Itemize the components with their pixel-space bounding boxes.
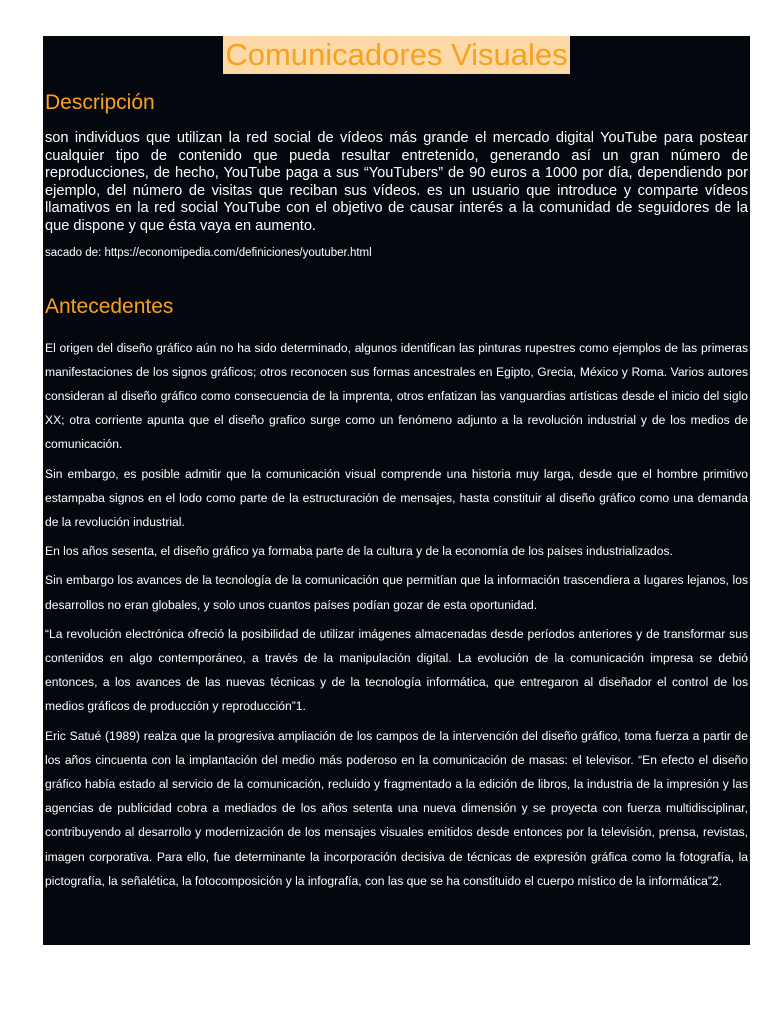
antecedentes-body — [45, 336, 748, 893]
descripcion-heading: Descripción — [45, 91, 155, 114]
antecedentes-paragraph: Sin embargo los avances de la tecnología de la comunicación que permitían que la información trascendiera a lugares lejanos, los desarrollos no eran globales, y solo unos cuantos países podían gozar de esta oportunidad. — [45, 573, 748, 612]
antecedentes-paragraph: Sin embargo, es posible admitir que la comunicación visual comprende una historia muy larga, desde que el hombre primitivo estampaba signos en el lodo como parte de la estructuración de mensajes, hasta constituir al diseño gráfico como una demanda de la revolución industrial. — [45, 466, 748, 529]
descripcion-text: son individuos que utilizan la red social de vídeos más grande el mercado digital YouTube para postear cualquier tipo de contenido que pueda resultar entretenido, generando así un gran número de reproducciones, de hecho, YouTube paga a sus “YouTubers” de 90 euros a 1000 por día, dependiendo por ejemplo, del número de visitas que reciban sus vídeos. es un usuario que introduce y comparte vídeos llamativos en la red social YouTube con el objetivo de causar interés a la comunidad de seguidores de la que dispone y que ésta vaya en aumento. — [45, 130, 748, 234]
source-citation: sacado de: https://economipedia.com/definiciones/youtuber.html — [45, 246, 372, 259]
page-title: Comunicadores Visuales — [225, 37, 568, 72]
document-page — [43, 36, 750, 945]
antecedentes-paragraph: El origen del diseño gráfico aún no ha sido determinado, algunos identifican las pinturas rupestres como ejemplos de las primeras manifestaciones de los signos gráficos; otros reconocen sus formas ancestrales en Egipto, Grecia, México y Roma. Varios autores consideran al diseño gráfico como consecuencia de la imprenta, otros enfatizan las vanguardias artísticas desde el inicio del siglo XX; otra corriente apunta que el diseño grafico surge como un fenómeno adjunto a la revolución industrial y de los medios de comunicación. — [45, 340, 748, 452]
title-container — [45, 36, 748, 74]
antecedentes-paragraph: En los años sesenta, el diseño gráfico ya formaba parte de la cultura y de la economía de los países industrializados. — [45, 544, 673, 559]
antecedentes-paragraph: “La revolución electrónica ofreció la posibilidad de utilizar imágenes almacenadas desde períodos anteriores y de transformar sus contenidos en algo contemporáneo, a través de la manipulación digital. La evolución de la comunicación impresa se debió entonces, a los avances de las nuevas técnicas y de la tecnología informática, que entregaron al diseñador el control de los medios gráficos de producción y reproducción”1. — [45, 626, 748, 714]
antecedentes-paragraph: Eric Satué (1989) realza que la progresiva ampliación de los campos de la intervención del diseño gráfico, toma fuerza a partir de los años cincuenta con la implantación del medio más poderoso en la comunicación de masas: el televisor. “En efecto el diseño gráfico había estado al servicio de la comunicación, recluido y fragmentado a la edición de libros, la industria de la impresión y las agencias de publicidad cobra a mediados de los años setenta una nueva dimensión y se proyecta con fuerza multidisciplinar, contribuyendo al desarrollo y modernización de los mensajes visuales emitidos desde entonces por la televisión, prensa, revistas, imagen corporativa. Para ello, fue determinante la incorporación decisiva de técnicas de expresión gráfica como la fotografía, la pictografía, la señalética, la fotocomposición y la infografía, con las que se ha constituido el cuerpo místico de la informática”2. — [45, 728, 748, 888]
antecedentes-heading: Antecedentes — [45, 294, 174, 318]
